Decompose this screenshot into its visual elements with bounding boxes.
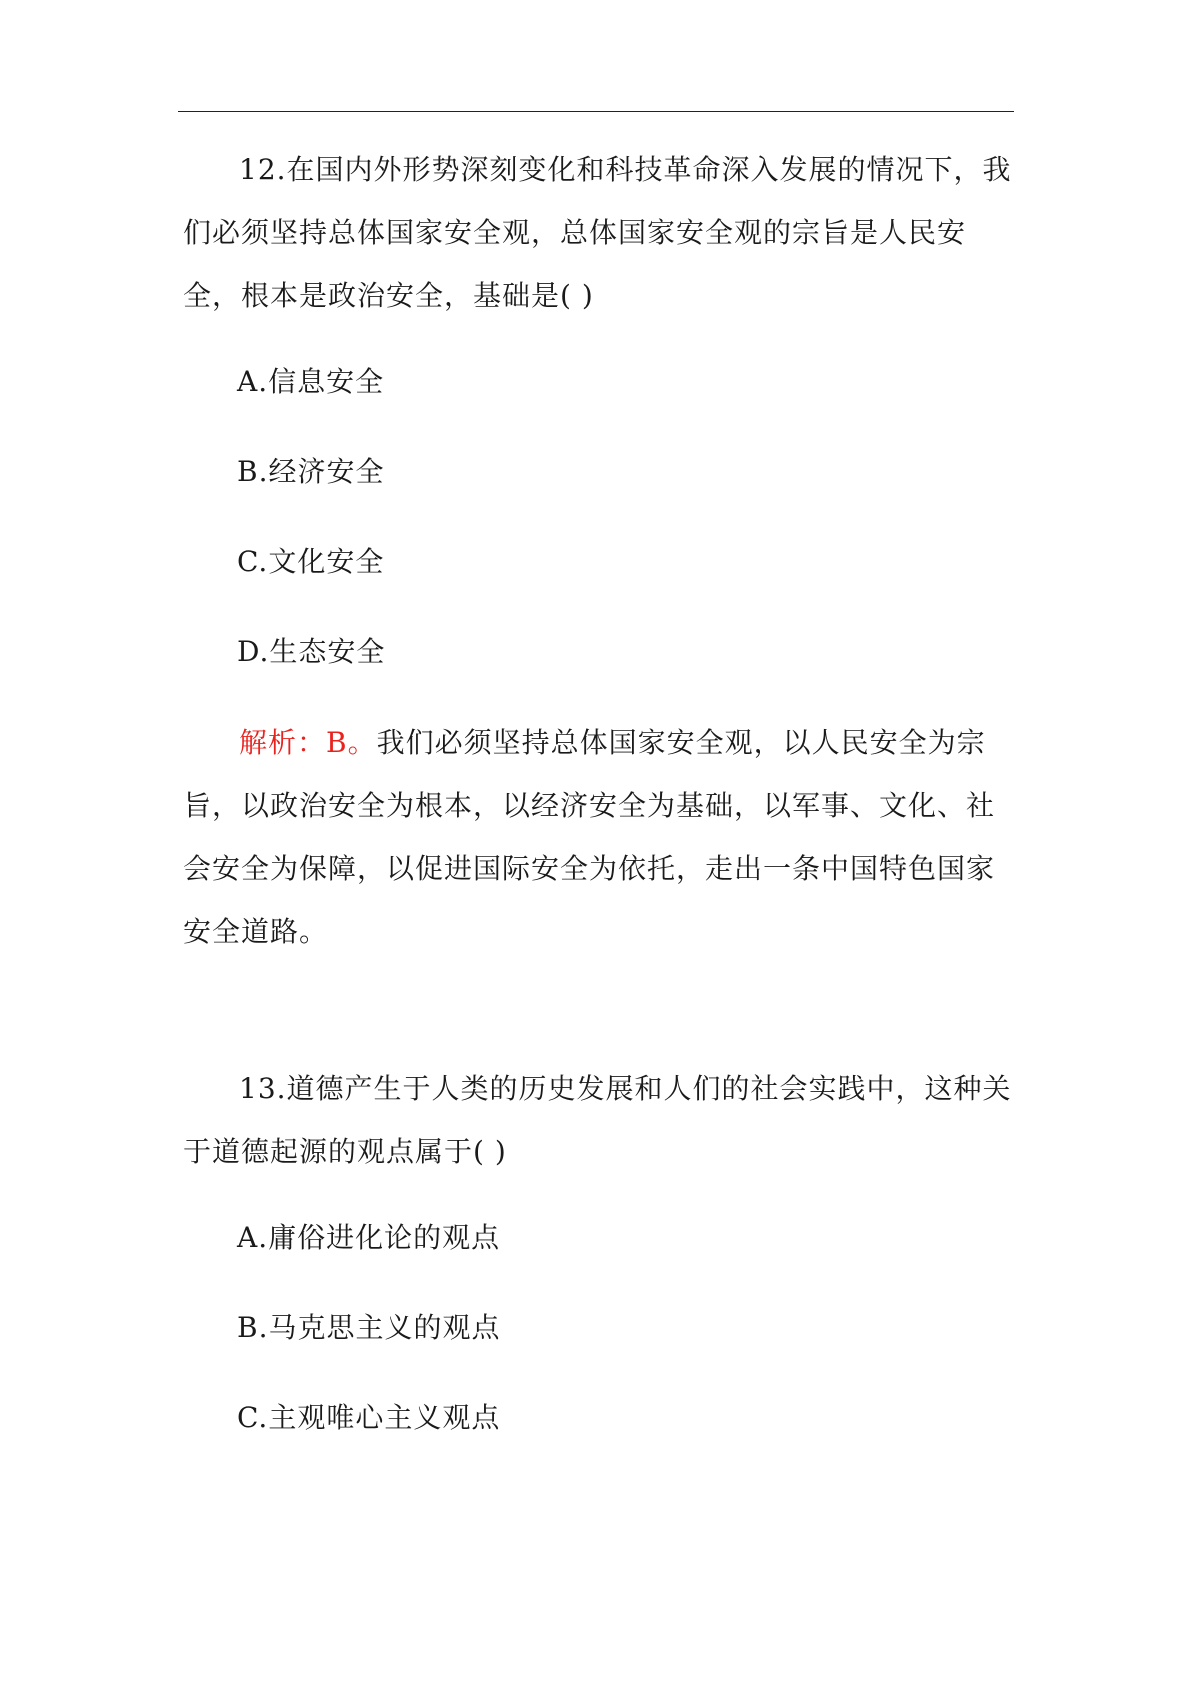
question-12-analysis	[183, 711, 1015, 963]
question-13-option-c: C.主观唯心主义观点	[237, 1401, 501, 1434]
question-13-stem: 13.道德产生于人类的历史发展和人们的社会实践中，这种关于道德起源的观点属于( )	[183, 1072, 1012, 1168]
question-12-option-a: A.信息安全	[237, 365, 385, 398]
question-12-option-c: C.文化安全	[237, 545, 385, 578]
analysis-label: 解析：B。	[239, 726, 377, 759]
question-13	[183, 1057, 1015, 1183]
question-13-option-b: B.马克思主义的观点	[237, 1311, 501, 1344]
header-rule	[178, 111, 1014, 112]
question-12-option-d: D.生态安全	[237, 635, 386, 668]
question-13-option-a: A.庸俗进化论的观点	[237, 1221, 501, 1254]
analysis-text: 我们必须坚持总体国家安全观，以人民安全为宗旨，以政治安全为根本，以经济安全为基础，以军事、文化、社会安全为保障，以促进国际安全为依托，走出一条中国特色国家安全道路。	[183, 726, 996, 948]
question-12-option-b: B.经济安全	[237, 455, 385, 488]
question-12	[183, 138, 1015, 327]
question-12-stem: 12.在国内外形势深刻变化和科技革命深入发展的情况下，我们必须坚持总体国家安全观，总体国家安全观的宗旨是人民安全，根本是政治安全，基础是( )	[183, 153, 1012, 312]
